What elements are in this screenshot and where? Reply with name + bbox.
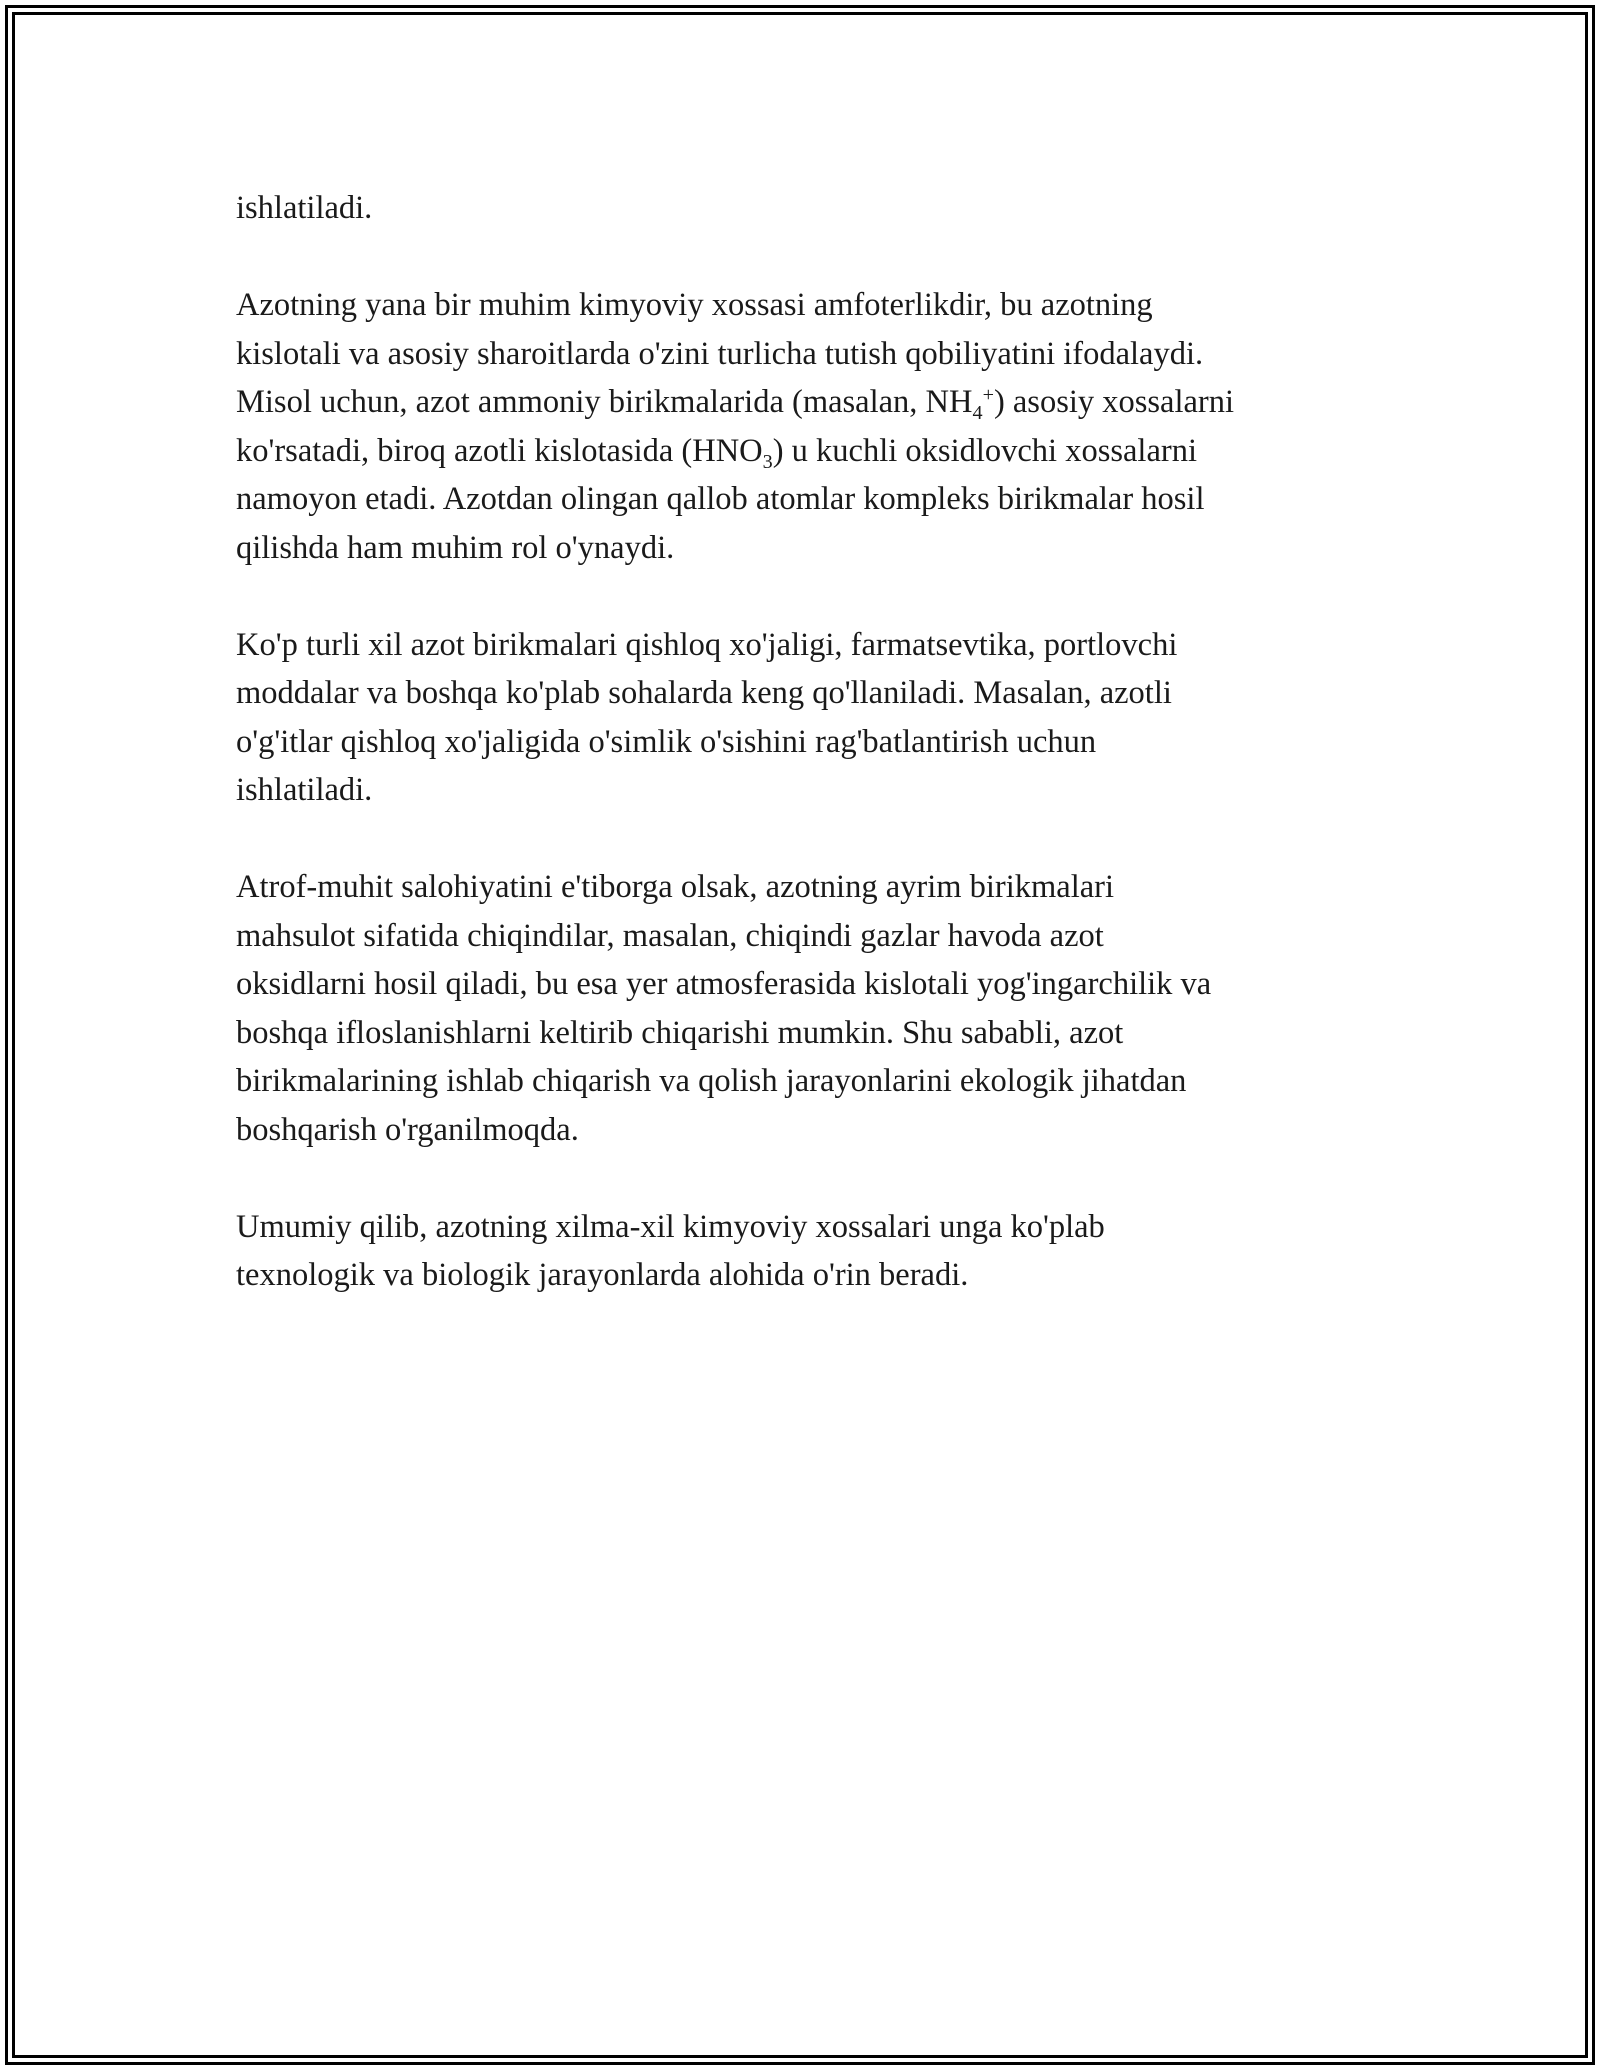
paragraph-3 [236, 621, 1416, 815]
subscript: 4 [972, 402, 983, 425]
text-fragment: Misol uchun, azot ammoniy birikmalarida (masalan, NH [236, 384, 973, 420]
text-line: moddalar va boshqa ko'plab sohalarda keng qo'llaniladi. Masalan, azotli [236, 675, 1172, 711]
document-body [236, 184, 1416, 1300]
text-line: qilishda ham muhim rol o'ynaydi. [236, 529, 675, 566]
text-line: ishlatiladi. [236, 190, 373, 226]
text-line: mahsulot sifatida chiqindilar, masalan, chiqindi gazlar havoda azot [236, 917, 1104, 954]
text-line-ammonium-formula [236, 378, 1416, 427]
paragraph-2 [236, 281, 1416, 572]
paragraph-1 [236, 184, 1416, 233]
paragraph-4 [236, 863, 1416, 1154]
text-fragment: ) asosiy xossalarni [993, 384, 1235, 420]
paragraph-5 [236, 1203, 1416, 1300]
text-line: namoyon etadi. Azotdan olingan qallob atomlar kompleks birikmalar hosil [236, 481, 1205, 517]
text-line: birikmalarining ishlab chiqarish va qolish jarayonlarini ekologik jihatdan [236, 1063, 1187, 1099]
subscript: 3 [762, 450, 773, 473]
text-line-nitric-acid-formula [236, 427, 1416, 476]
text-line: ishlatiladi. [236, 772, 373, 808]
text-line: Atrof-muhit salohiyatini e'tiborga olsak, azotning ayrim birikmalari [236, 869, 1115, 905]
text-line: Azotning yana bir muhim kimyoviy xossasi amfoterlikdir, bu azotning [236, 287, 1153, 323]
text-line: Umumiy qilib, azotning xilma-xil kimyoviy xossalari unga ko'plab [236, 1208, 1105, 1245]
text-line: Ko'p turli xil azot birikmalari qishloq xo'jaligi, farmatsevtika, portlovchi [236, 626, 1178, 663]
text-line: o'g'itlar qishloq xo'jaligida o'simlik o'sishini rag'batlantirish uchun [236, 723, 1097, 760]
text-line: boshqarish o'rganilmoqda. [236, 1111, 579, 1148]
text-line: texnologik va biologik jarayonlarda alohida o'rin beradi. [236, 1257, 969, 1293]
text-fragment: ) u kuchli oksidlovchi xossalarni [772, 432, 1197, 469]
text-line: oksidlarni hosil qiladi, bu esa yer atmosferasida kislotali yog'ingarchilik va [236, 966, 1212, 1002]
superscript: + [982, 383, 994, 406]
text-line: boshqa ifloslanishlarni keltirib chiqarishi mumkin. Shu sababli, azot [236, 1014, 1124, 1051]
text-line: kislotali va asosiy sharoitlarda o'zini turlicha tutish qobiliyatini ifodalaydi. [236, 335, 1204, 372]
text-fragment: ko'rsatadi, biroq azotli kislotasida (HNO [236, 432, 763, 469]
